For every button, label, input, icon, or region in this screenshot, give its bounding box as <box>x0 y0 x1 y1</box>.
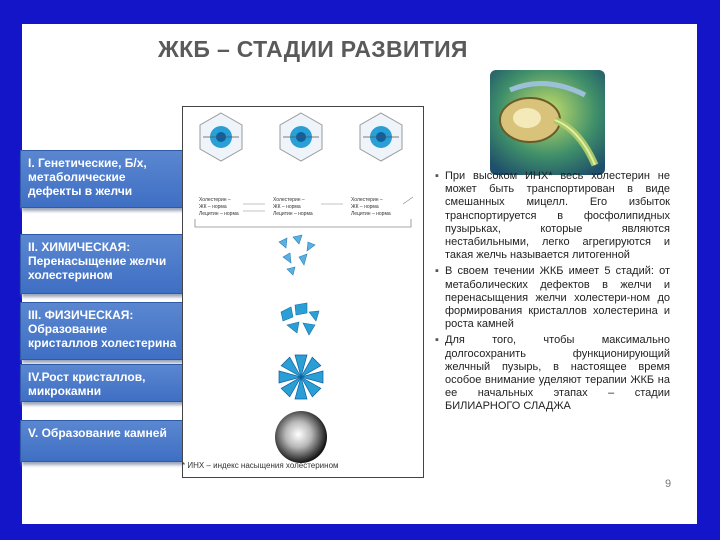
stage-stone-formation: V. Образование камней <box>20 420 185 462</box>
svg-text:Холестерин –: Холестерин – <box>351 197 383 203</box>
svg-text:Холестерин –: Холестерин – <box>199 197 231 203</box>
bullet-icon: ▪ <box>435 265 439 278</box>
page-number: 9 <box>665 478 672 490</box>
stage-crystal-growth: IV.Рост кристаллов, микрокамни <box>20 364 185 402</box>
svg-text:Лецитин – норма: Лецитин – норма <box>199 211 239 217</box>
bullet-text: Для того, чтобы максимально долгосохранить функционирующий желчный пузырь, в настоящее время особое внимание уделяют терапии ЖКБ на ее начальных этапах – стадии БИЛИАРНОГО СЛАДЖА <box>445 334 670 413</box>
bullet-item <box>435 334 670 413</box>
footnote: * ИНХ – индекс насыщения холестерином <box>182 461 339 470</box>
stage-genetic: I. Генетические, Б/х, метаболические дефекты в желчи <box>20 150 185 208</box>
bullet-list <box>435 170 670 417</box>
gallstone-icon <box>275 411 327 463</box>
micelle-icon <box>280 113 322 161</box>
diagram-caption-1 <box>199 197 239 217</box>
gallbladder-illustration <box>485 70 610 175</box>
stages-diagram <box>182 106 424 478</box>
svg-text:ЖК – норма: ЖК – норма <box>351 204 379 210</box>
bullet-text: При высоком ИНХ* весь холестерин не может быть транспортирован в виде смешанных мицелл. Его избыток транспортируется в фосфолипидных пузырьках, которые являются нестабильными, легко агрегируются и такая желчь называется литогенной <box>445 170 670 262</box>
crystal-fragments-icon <box>279 235 315 275</box>
crystals-icon <box>281 303 319 335</box>
svg-text:ЖК – норма: ЖК – норма <box>199 204 227 210</box>
micelle-icon <box>360 113 402 161</box>
svg-text:ЖК – норма: ЖК – норма <box>273 204 301 210</box>
diagram-caption-3 <box>351 197 391 217</box>
svg-text:Лецитин – норма: Лецитин – норма <box>273 211 313 217</box>
svg-text:Холестерин –: Холестерин – <box>273 197 305 203</box>
bullet-item <box>435 170 670 262</box>
diagram-caption-2 <box>273 197 313 217</box>
stage-physical: III. ФИЗИЧЕСКАЯ: Образование кристаллов холестерина <box>20 302 185 360</box>
stage-chemical: II. ХИМИЧЕСКАЯ: Перенасыщение желчи холестерином <box>20 234 185 294</box>
slide-title: ЖКБ – СТАДИИ РАЗВИТИЯ <box>158 36 468 62</box>
bullet-item <box>435 265 670 331</box>
bullet-icon: ▪ <box>435 170 439 182</box>
micelle-icon <box>200 113 242 161</box>
bullet-icon: ▪ <box>435 334 439 347</box>
bullet-text: В своем течении ЖКБ имеет 5 стадий: от метаболических дефектов в желчи и перенасыщения желчи холестери-ном до формирования кристаллов холестерина и роста камней <box>445 265 670 331</box>
crystal-cluster-icon <box>279 355 323 399</box>
svg-text:Лецитин – норма: Лецитин – норма <box>351 211 391 217</box>
